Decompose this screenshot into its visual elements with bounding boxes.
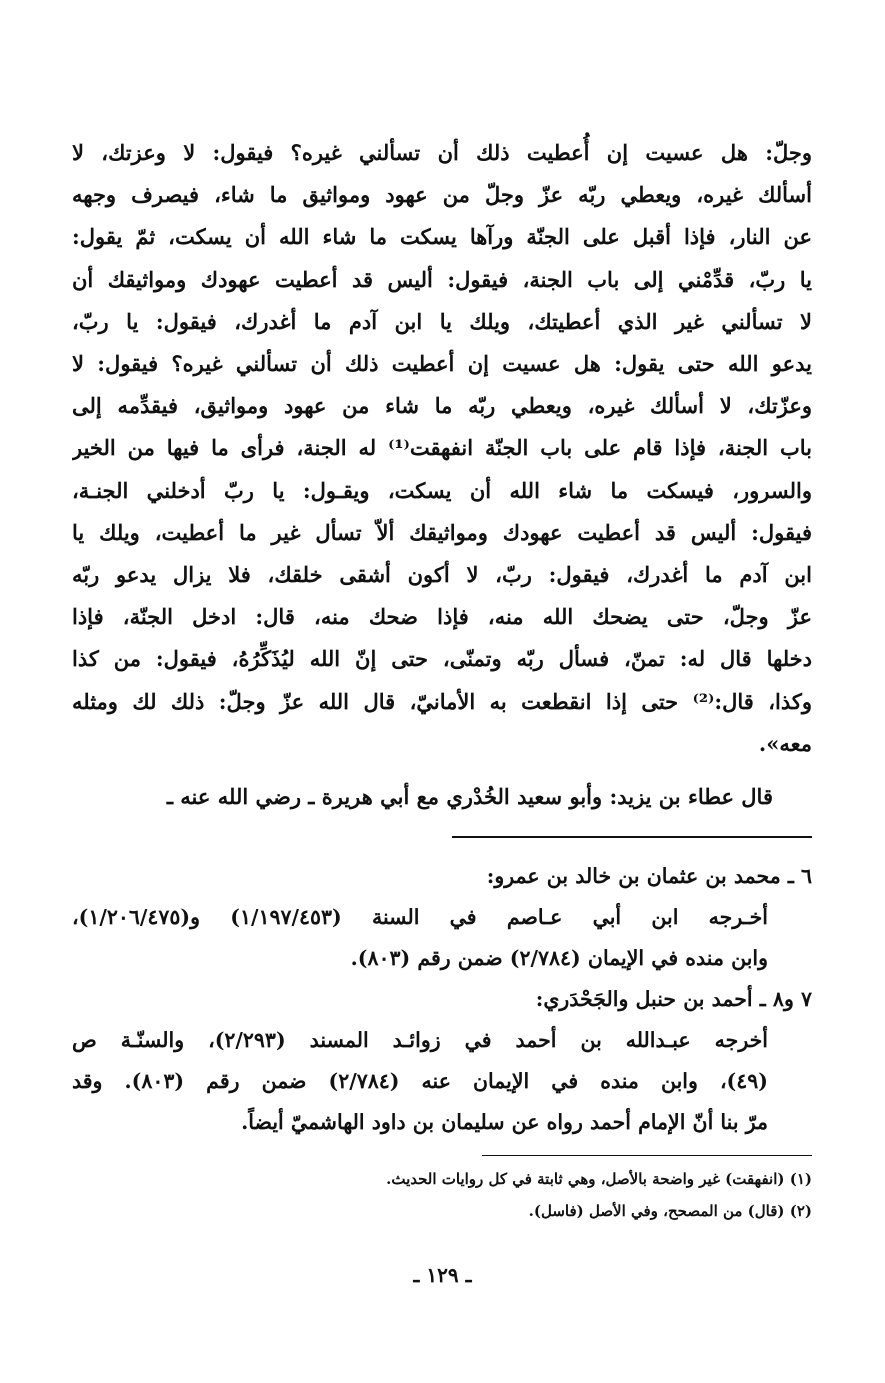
note-7-8-title: ٧ و٨ ـ أحمد بن حنبل والجَحْدَري:: [535, 987, 812, 1011]
page-number: ـ ١٢٩ ـ: [413, 1263, 472, 1287]
note-6-line: وابن منده في الإيمان (٢/٧٨٤) ضمن رقم (٨٠٣).: [350, 946, 768, 970]
note-6-line: أخـرجه ابن أبي عـاصم في السنة (١/١٩٧/٤٥٣) و(١/٢٠٦/٤٧٥)،: [72, 905, 768, 929]
text-line: ابن آدم ما أغدرك، فيقول: ربّ، لا أكون أشقى خلقك، فلا يزال يدعو ربّه: [72, 562, 812, 588]
text-line: وجلّ: هل عسيت إن أُعطيت ذلك أن تسألني غيره؟ فيقول: لا وعزتك، لا: [72, 140, 812, 165]
text-line: والسرور، فيسكت ما شاء الله أن يسكت، ويقـول: يا ربّ أدخلني الجنـة،: [72, 477, 812, 503]
text-line: أسألك غيره، ويعطي ربّه عزّ وجلّ من عهود ومواثيق ما شاء، فيصرف وجهه: [72, 182, 812, 208]
text-line: فيقول: أليس قد أعطيت عهودك ومواثيقك ألاّ تسأل غير ما أعطيت، ويلك يا: [72, 519, 812, 545]
footnote-2: (٢) (قال) من المصحح، وفي الأصل (فاسل).: [528, 1202, 812, 1220]
section-divider: [452, 836, 812, 838]
note-7-8-line: (٤٩)، وابن منده في الإيمان عنه (٢/٧٨٤) ضمن رقم (٨٠٣). وقد: [72, 1069, 768, 1093]
narrator-statement: قال عطاء بن يزيد: وأبو سعيد الخُدْري مع أبي هريرة ـ رضي الله عنه ـ: [166, 784, 773, 809]
text-line: وكذا، قال:⁽²⁾ حتى إذا انقطعت به الأمانيّ، قال الله عزّ وجلّ: ذلك لك ومثله: [72, 688, 812, 714]
footnotes: [72, 1163, 812, 1227]
hadith-text: [72, 132, 812, 765]
note-6-title: ٦ ـ محمد بن عثمان بن خالد بن عمرو:: [486, 864, 812, 888]
text-line: عن النار، فإذا أقبل على الجنّة ورآها يسكت ما شاء الله أن يسكت، ثمّ يقول:: [72, 224, 812, 250]
text-line: باب الجنة، فإذا قام على باب الجنّة انفهقت⁽¹⁾ له الجنة، فرأى ما فيها من الخير: [72, 435, 812, 461]
text-line: دخلها قال له: تمنّ، فسأل ربّه وتمنّى، حتى إنّ الله ليُذَكِّرُهُ، فيقول: من كذا: [72, 646, 812, 672]
text-line: يدعو الله حتى يقول: هل عسيت إن أعطيت ذلك أن تسألني غيره؟ فيقول: لا: [72, 351, 812, 377]
takhrij-notes: [72, 856, 812, 1143]
note-7-8-line: مرّ بنا أنّ الإمام أحمد رواه عن سليمان بن داود الهاشميّ أيضاً.: [241, 1110, 768, 1134]
note-7-8-line: أخرجه عبـدالله بن أحمد في زوائـد المسند (٢/٢٩٣)، والسنّـة ص: [72, 1028, 769, 1052]
footnote-divider: [482, 1155, 812, 1156]
text-line: وعزّتك، لا أسألك غيره، ويعطي ربّه ما شاء من عهود ومواثيق، فيقدِّمه إلى: [72, 393, 812, 419]
text-line: عزّ وجلّ، حتى يضحك الله منه، فإذا ضحك منه، قال: ادخل الجنّة، فإذا: [72, 604, 812, 630]
text-line: لا تسألني غير الذي أعطيتك، ويلك يا ابن آدم ما أغدرك، فيقول: يا ربّ،: [72, 308, 812, 334]
footnote-1: (١) (انفهقت) غير واضحة بالأصل، وهي ثابتة في كل روايات الحديث.: [386, 1170, 812, 1188]
text-line: يا ربّ، قدِّمْني إلى باب الجنة، فيقول: أليس قد أعطيت عهودك ومواثيقك أن: [72, 266, 812, 292]
text-line: معه».: [758, 730, 812, 756]
